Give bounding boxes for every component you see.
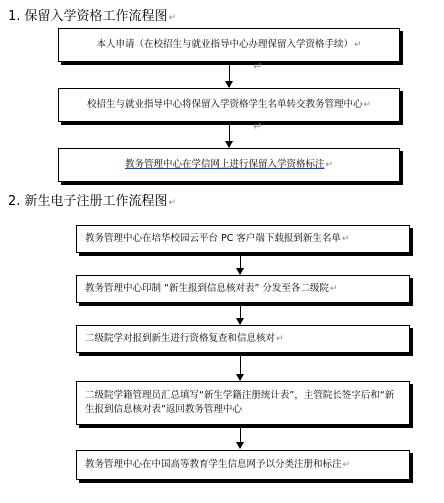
flow2-step2-text: 教务管理中心印制 “新生报到信息核对表” 分发至各二级院 bbox=[85, 283, 329, 294]
flow1-step1-box: 本人申请（在校招生与就业指导中心办理保留入学资格手续） ↵ bbox=[58, 28, 400, 62]
flow2-step4-text: 二级院学籍管理员汇总填写“新生学籍注册统计表”，主管院长签字后和“新生报到信息核对表”返回教务管理中心 bbox=[85, 390, 395, 415]
flow2-arrow-1 bbox=[240, 256, 241, 274]
flow1-step3-box: 教务管理中心在学信网上进行保留入学资格标注 ↵ bbox=[58, 148, 400, 182]
flow2-step5-text: 教务管理中心在中国高等教育学生信息网予以分类注册和标注 bbox=[85, 459, 342, 470]
flow2-step1-box: 教务管理中心在培华校园云平台 PC 客户端下载报到新生名单 ↵ bbox=[76, 225, 410, 253]
flow2-step3-text: 二级院学对报到新生进行资格复查和信息核对 bbox=[85, 333, 276, 344]
flow1-step1-text: 本人申请（在校招生与就业指导中心办理保留入学资格手续） bbox=[96, 39, 353, 50]
flow2-arrow-4 bbox=[240, 428, 241, 448]
section2-heading: 2. 新生电子注册工作流程图↵ bbox=[8, 194, 177, 209]
flow2-step2-box: 教务管理中心印制 “新生报到信息核对表” 分发至各二级院 ↵ bbox=[76, 275, 410, 303]
flow2-arrow-2 bbox=[240, 306, 241, 324]
flow2-step1-text: 教务管理中心在培华校园云平台 PC 客户端下载报到新生名单 bbox=[85, 233, 341, 244]
flow2-step5-box: 教务管理中心在中国高等教育学生信息网予以分类注册和标注 ↵ bbox=[76, 450, 410, 480]
flow1-step3-text: 教务管理中心在学信网上进行保留入学资格标注 bbox=[124, 159, 325, 170]
paragraph-mark-icon: ↵ bbox=[253, 120, 263, 133]
flow2-arrow-3 bbox=[240, 356, 241, 380]
flow1-arrow-1 bbox=[229, 65, 230, 87]
flow1-arrow-2 bbox=[229, 125, 230, 147]
flow1-step2-text: 校招生与就业指导中心将保留入学资格学生名单转交教务管理中心 bbox=[86, 99, 363, 110]
section1-heading: 1. 保留入学资格工作流程图↵ bbox=[8, 9, 177, 24]
flow2-step3-box: 二级院学对报到新生进行资格复查和信息核对 ↵ bbox=[76, 325, 410, 353]
flow1-step2-box: 校招生与就业指导中心将保留入学资格学生名单转交教务管理中心 ↵ bbox=[58, 88, 400, 122]
flow2-step4-box bbox=[76, 381, 410, 425]
paragraph-mark-icon: ↵ bbox=[253, 60, 263, 73]
